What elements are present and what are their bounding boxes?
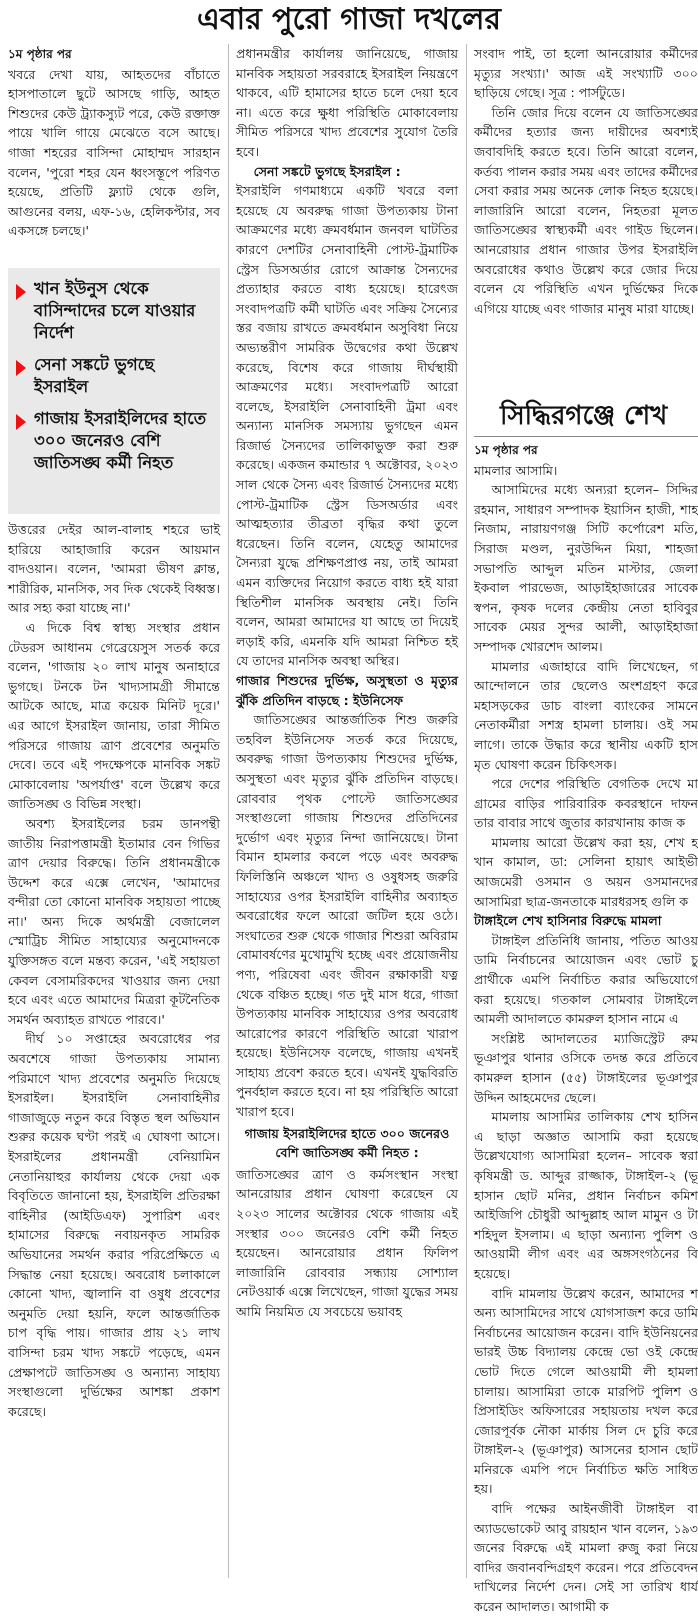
- paragraph: সংবাদ পাই, তা হলো আনরোয়ার কর্মীদের মৃত্যুর সংখ্যা।' আজ এই সংখ্যাটি ৩০০ ছাড়িয়ে গেছে। সূত্র : পার্সটুডে।: [474, 46, 698, 101]
- paragraph: বাদি মামলায় উল্লেখ করেন, আমাদের শ অন্য আসামিদের সাথে যোগসাজশ করে ডামি নির্বাচনের আয়োজন করেন। বাদি ইউনিয়নের ভারই উচ্চ বিদ্যালয় কেন্দ্রে ভো ওই কেন্দ্রে ভোট দিতে গেলে আওয়ামী লী হামলা চালায়। আসামিরা তাকে মারপিট পুলিশ ও প্রিসাইডিং অফিসারের সহায়তায় দখল করে জোরপূর্বক নৌকা মার্কায় সিল দে চুরি করে টাঙ্গাইল-২ (ভূঞাপুর) আসনের হাসান ছোট মনিরকে এমপি পদে নির্বাচিত ক্ষতি সাধিত হয়।: [474, 1285, 698, 1497]
- article-column-2: [236, 44, 458, 1322]
- paragraph: খবরে দেখা যায়, আহতদের বাঁচাতে হাসপাতালে ছুটে আসছে গাড়ি, আহত শিশুদের কেউ ট্র্যাকস্যুট পরে, কেউ রক্তাক্ত পায়ে খালি গায়ে মেঝেতে বসে আছে। গাজা শহরের বাসিন্দা মোহাম্মদ সারহান বলেন, 'পুরো শহর যেন ধ্বংসস্তূপে পরিণত হয়েছে, প্রতিটি ফ্ল্যাট থেকে গুলি, আগুনের বলয়, এফ-১৬, হেলিকপ্টার, সব একসঙ্গে চলছে।': [8, 66, 220, 239]
- article-column-1-continued: [8, 520, 220, 1421]
- paragraph: মামলার এজাহারে বাদি লিখেছেন, গ আন্দোলনে তার ছেলেও অংশগ্রহণ করে মহাসড়কের ডাচ বাংলা ব্যাংকের সামনে নেতাকর্মীরা সশস্ত্র হামলা চালায়। ওই সম লাগে। তাকে উদ্ধার করে স্থানীয় একটি হাস মৃত ঘোষণা করেন চিকিৎসক।: [474, 658, 698, 772]
- subheading: সেনা সঙ্কটে ভুগছে ইসরাইল :: [253, 163, 401, 179]
- second-article-headline: সিদ্ধিরগঞ্জে শেখ: [500, 401, 668, 431]
- highlight-item: গাজায় ইসরাইলিদের হাতে ৩০০ জনেরও বেশি জাতিসঙ্ঘ কর্মী নিহত: [16, 408, 212, 474]
- paragraph: জাতিসঙ্ঘের ত্রাণ ও কর্মসংস্থান সংস্থা আনরোয়ার প্রধান ঘোষণা করেছেন যে ২০২৩ সালের অক্টোবর থেকে গাজায় এই সংস্থার ৩০০ জনেরও বেশি কর্মী নিহত হয়েছেন। আনরোয়ার প্রধান ফিলিপ লাজারিনি রোববার সন্ধ্যায় সোশ্যাল নেটওয়ার্ক এক্সে লিখেছেন, গাজা যুদ্ধের সময় আমি নিয়মিত যে সবচেয়ে ভয়াবহ: [236, 1166, 458, 1319]
- paragraph: সংশ্লিষ্ট আদালতের ম্যাজিস্ট্রেট রুম ভূঞাপুর থানার ওসিকে তদন্ত করে প্রতিবে কামরুল হাসান (৫৫) টাঙ্গাইলের ভূঞাপুর উদ্দিন আহমেদের ছেলে।: [474, 1030, 698, 1105]
- highlight-item: সেনা সঙ্কটে ভুগছে ইসরাইল: [16, 354, 212, 398]
- paragraph: এ দিকে বিশ্ব স্বাস্থ্য সংস্থার প্রধান টেডরস আধানম গেব্রেয়েসুস সতর্ক করে বলেন, 'গাজায় ২০ লাখ মানুষ অনাহারে ভুগছে। টনকে টন খাদ্যসামগ্রী সীমান্তে আটকে আছে, মাত্র কয়েক মিনিট দূরে।' এর আগে ইসরাইল জানায়, তারা সীমিত পরিসরে গাজায় ত্রাণ প্রবেশের অনুমতি দেবে। তবে এই পদক্ষেপকে মানবিক সঙ্কট মোকাবেলায় 'অপর্যাপ্ত' বলে উল্লেখ করে জাতিসঙ্ঘ ও বিভিন্ন সংস্থা।: [8, 619, 220, 812]
- highlights-box: [8, 268, 220, 514]
- column-divider: [228, 44, 229, 1578]
- article-column-1: [8, 44, 220, 241]
- main-headline: এবার পুরো গাজা দখলের: [197, 2, 501, 37]
- paragraph: মামলার আসামি।: [474, 462, 558, 478]
- highlight-item: খান ইউনুস থেকে বাসিন্দাদের চলে যাওয়ার নির্দেশ: [16, 278, 212, 344]
- paragraph: জাতিসঙ্ঘের আন্তর্জাতিক শিশু জরুরি তহবিল ইউনিসেফ সতর্ক করে দিয়েছে, অবরুদ্ধ গাজা উপত্যকায় শিশুদের দুর্ভিক্ষ, অসুস্থতা এবং মৃত্যুর ঝুঁকি প্রতিদিন বাড়ছে। রোববার পৃথক পোস্টে জাতিসঙ্ঘের সংস্থাগুলো গাজায় শিশুদের প্রতিদিনের দুর্ভোগ এবং মৃত্যুর নিন্দা জানিয়েছে। টানা বিমান হামলার কবলে পড়ে এবং অবরুদ্ধ ফিলিস্তিনি অঞ্চলে খাদ্য ও ওষুধসহ জরুরি সাহায্যের ওপর ইসরাইলি বাহিনীর অব্যাহত অবরোধের ফলে আরো জটিল হয়ে ওঠে। সংঘাতের শুরু থেকে গাজার শিশুরা অবিরাম বোমাবর্ষণের মুখোমুখি হচ্ছে এবং প্রয়োজনীয় পণ্য, পরিষেবা এবং জীবন রক্ষাকারী যত্ন থেকে বঞ্চিত হচ্ছে। গত দুই মাস ধরে, গাজা উপত্যকায় মানবিক সাহায্যের ওপর অবরোধ আরোপের কারণে পরিস্থিতি আরো খারাপ হয়েছে। ইউনিসেফ বলেছে, গাজায় এখনই সাহায্য প্রবেশ করতে হবে। এখনই যুদ্ধবিরতি পুনর্বহাল করতে হবে। না হয় পরিস্থিতি আরো খারাপ হবে।: [236, 712, 458, 1120]
- red-triangle-icon: [16, 414, 26, 430]
- paragraph: আসামিদের মধ্যে অন্যরা হলেন– সিদ্দির রহমান, সাধারণ সম্পাদক ইয়াসিন হাজী, শাহ নিজাম, নারায়ণগঞ্জ সিটি কর্পোরেশ মতি, সিরাজ মণ্ডল, নুরউদ্দিন মিয়া, শাহজা সভাপতি আব্দুল মতিন মাস্টার, জেলা ইকবাল পারভেজ, আড়াইহাজারের সাবেক স্বপন, কৃষক দলের কেন্দ্রীয় নেতা হাবিবুর সাবেক মেয়র সুন্দর আলী, আড়াইহাজা সম্পাদক খোরশেদ আলম।: [474, 482, 698, 654]
- article-column-3: [474, 44, 698, 318]
- second-article-column: [474, 440, 698, 1615]
- subheading: টাঙ্গাইলে শেখ হাসিনার বিরুদ্ধে মামলা: [474, 913, 662, 929]
- paragraph: অবশ্য ইসরাইলের চরম ডানপন্থী জাতীয় নিরাপত্তামন্ত্রী ইতামার বেন গিভির ত্রাণ দেয়ার বিরুদ্ধে। তিনি প্রধানমন্ত্রীকে উদ্দেশ করে এক্সে লেখেন, 'আমাদের বন্দীরা তো কোনো মানবিক সহায়তা পাচ্ছে না।' অন্য দিকে অর্থমন্ত্রী বেজালেল স্মোট্রিচ সীমিত সাহায্যের অনুমোদনকে যুক্তিসঙ্গত বলে মন্তব্য করেন, 'এই সহায়তা কেবল বেসামরিকদের খাওয়ার জন্য দেয়া হবে এবং এতে আমাদের মিত্ররা কূটনৈতিক সমর্থন অব্যাহত রাখতে পারবে।': [8, 815, 220, 1027]
- paragraph: তিনি জোর দিয়ে বলেন যে জাতিসঙ্ঘের কর্মীদের হত্যার জন্য দায়ীদের অবশ্যই জবাবদিহি করতে হবে। তিনি আরো বলেন, কর্তব্য পালন করার সময় এবং তাদের কর্মীদের সেবা করার সময় অনেক লোক নিহত হয়েছে। লাজারিনি আরো বলেন, নিহতরা মূলত জাতিসঙ্ঘের স্বাস্থ্যকর্মী এবং গাইড ছিলেন। আনরোয়ার প্রধান গাজার উপর ইসরাইলি অবরোধের কথাও উল্লেখ করে জোর দিয়ে বলেন যে পরিস্থিতি এখন দুর্ভিক্ষের দিকে এগিয়ে যাচ্ছে এবং গাজার মানুষ মারা যাচ্ছে।: [474, 104, 698, 316]
- column-divider: [466, 44, 467, 1578]
- subheading: গাজার শিশুদের দুর্ভিক্ষ, অসুস্থতা ও মৃত্যুর ঝুঁকি প্রতিদিন বাড়ছে : ইউনিসেফ: [236, 673, 458, 708]
- paragraph: মামলায় আসামির তালিকায় শেখ হাসিন এ ছাড়া অজ্ঞাত আসামি করা হয়েছে উল্লেখযোগ্য আসামিরা হলেন– সাবেক স্বরা কৃষিমন্ত্রী ড. আব্দুর রাজ্জাক, টাঙ্গাইল-২ (ভূ হাসান ছোট মনির, প্রধান নির্বাচন কমিশ আইজিপি চৌধুরী আব্দুল্লাহ আল মামুন ও টা শহিদুল ইসলাম। এ ছাড়া অন্যান্য পুলিশ ও আওয়ামী লীগ এবং এর অঙ্গসংগঠনের বি হয়েছে।: [474, 1109, 698, 1281]
- subheading: গাজায় ইসরাইলিদের হাতে ৩০০ জনেরও বেশি জাতিসঙ্ঘ কর্মী নিহত :: [244, 1125, 450, 1161]
- paragraph: উত্তরের দেইর আল-বালাহ শহরে ভাই হারিয়ে আহাজারি করেন আয়মান বাদওয়ান। বলেন, 'আমরা ভীষণ ক্লান্ত, শারীরিক, মানসিক, সব দিক থেকেই বিধ্বস্ত। আর সহ্য করা যাচ্ছে না।': [8, 522, 220, 616]
- paragraph: বাদি পক্ষের আইনজীবী টাঙ্গাইল বা অ্যাডভোকেট আবু রায়হান খান বলেন, ১৯৩ জনের বিরুদ্ধে এই মামলা রুজু করা নিয়ে বাদির জবানবন্দিগ্রহণ করেন। পরে প্রতিবেদন দাখিলের নির্দেশ দেন। সেই সা তারিখ ধার্য করেন আদালত। আগামী ক: [474, 1501, 698, 1615]
- red-triangle-icon: [16, 284, 26, 300]
- paragraph: প্রধানমন্ত্রীর কার্যালয় জানিয়েছে, গাজায় মানবিক সহায়তা সরবরাহে ইসরাইল নিয়ন্ত্রণে থাকবে, এটি হামাসের হাতে চলে দেয়া হবে না। এতে করে ক্ষুধা পরিস্থিতি মোকাবেলায় সীমিত পরিসরে খাদ্য প্রবেশের সুযোগ তৈরি হবে।: [236, 46, 458, 159]
- paragraph: ইসরাইলি গণমাধ্যমে একটি খবরে বলা হয়েছে যে অবরুদ্ধ গাজা উপত্যকায় টানা আক্রমণের মধ্যে ক্রমবর্ধমান জনবল ঘাটতির কারণে দেশটির সেনাবাহিনী পোস্ট-ট্রমাটিক স্ট্রেস ডিসঅর্ডার রোগে আক্রান্ত সৈন্যদের প্রত্যাহার করতে বাধ্য হয়েছে। হারেৎজ সংবাদপত্রটি কর্মী ঘাটতি এবং সক্রিয় সৈন্যের স্তর বজায় রাখতে ক্রমবর্ধমান অসুবিধা নিয়ে অভ্যন্তরীণ সামরিক উদ্বেগের কথা উল্লেখ করেছে, বিশেষ করে গাজায় দীর্ঘস্থায়ী আক্রমণের মধ্যে। সংবাদপত্রটি আরো বলেছে, ইসরাইলি সেনাবাহিনী ট্রমা এবং অন্যান্য মানসিক সমস্যায় ভুগছেন এমন রিজার্ভ সৈন্যদের তালিকাভুক্ত করা শুরু করেছে। একজন কমান্ডার ৭ অক্টোবর, ২০২৩ সাল থেকে সৈন্য এবং রিজার্ভ সৈন্যদের মধ্যে পোস্ট-ট্রমাটিক স্ট্রেস ডিসঅর্ডার এবং আত্মহত্যার তীব্রতা বৃদ্ধির কথা তুলে ধরেছেন। তিনি বলেন, যেহেতু আমাদের সৈন্যরা যুদ্ধে প্রশিক্ষণপ্রাপ্ত নয়, তাই আমরা এমন ব্যক্তিদের নিয়োগ করতে বাধ্য হই যারা স্থিতিশীল মানসিক অবস্থায় নেই। তিনি বলেন, আমরা আমাদের যা আছে তা দিয়েই লড়াই করি, এমনকি যদি আমরা নিশ্চিত হই যে তাদের মানসিক অবস্থা অস্থির।: [236, 183, 458, 669]
- paragraph: মামলায় আরো উল্লেখ করা হয়, শেখ হ খান কামাল, ডা: সেলিনা হায়াৎ আইভী আজমেরী ওসমান ও অয়ন ওসমানদের আসামিরা ছাত্র-জনতাকে মারধরসহ গুলি ক: [474, 834, 698, 909]
- headline-rule: [474, 436, 698, 437]
- continuation-label: ১ম পৃষ্ঠার পর: [8, 47, 72, 61]
- paragraph: দীর্ঘ ১০ সপ্তাহের অবরোধের পর অবশেষে গাজা উপত্যকায় সামান্য পরিমাণে খাদ্য প্রবেশের অনুমতি দিয়েছে ইসরাইল। ইসরাইলি সেনাবাহিনীর গাজাজুড়ে নতুন করে বিস্তৃত স্থল অভিযান শুরুর কয়েক ঘণ্টা পরই এ ঘোষণা আসে। ইসরাইলের প্রধানমন্ত্রী বেনিয়ামিন নেতানিয়াহুর কার্যালয় থেকে দেয়া এক বিবৃতিতে জানানো হয়, ইসরাইলি প্রতিরক্ষা বাহিনীর (আইডিএফ) সুপারিশ এবং হামাসের বিরুদ্ধে নবায়নকৃত সামরিক অভিযানের সমর্থন করার পরিপ্রেক্ষিতে এ সিদ্ধান্ত নেয়া হয়েছে। অবরোধ চলাকালে কোনো খাদ্য, জ্বালানি বা ওষুধ প্রবেশের অনুমতি দেয়া হয়নি, ফলে আন্তর্জাতিক চাপ বৃদ্ধি পায়। গাজার প্রায় ২১ লাখ বাসিন্দা চরম খাদ্য সঙ্কটে পড়েছে, এমন প্রেক্ষাপটে জাতিসঙ্ঘ ও অন্যান্য সাহায্য সংস্থাগুলো দুর্ভিক্ষের আশঙ্কা প্রকাশ করেছে।: [8, 1031, 220, 1419]
- continuation-label: ১ম পৃষ্ঠার পর: [474, 443, 538, 457]
- red-triangle-icon: [16, 360, 26, 376]
- paragraph: টাঙ্গাইল প্রতিনিধি জানায়, পতিত আওয় ডামি নির্বাচনের আয়োজন এবং ভোট চু প্রার্থীকে এমপি নির্বাচিত করার অভিযোগে করা হয়েছে। গতকাল সোমবার টাঙ্গাইলে আমলী আদালতে কামরুল হাসান নামে এ: [474, 932, 698, 1027]
- paragraph: পরে দেশের পরিস্থিতি বেগতিক দেখে মা গ্রামের বাড়ির পারিবারিক কবরস্থানে দাফন তার বাবার সাথে জুতার কারখানায় কাজ ক: [474, 776, 698, 831]
